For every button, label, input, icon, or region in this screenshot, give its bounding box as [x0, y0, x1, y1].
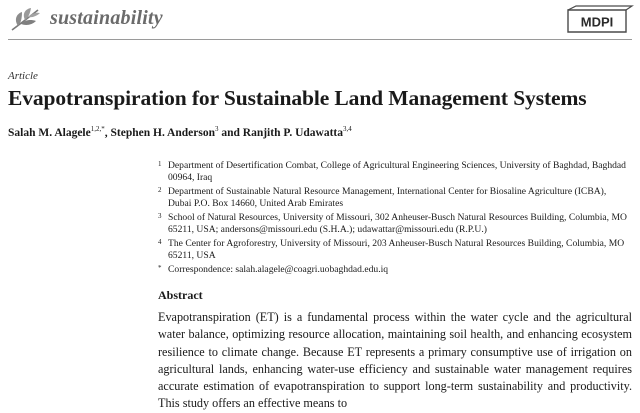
affiliation-mark: 1	[158, 160, 162, 168]
correspondence-mark: *	[158, 264, 162, 272]
affiliation-mark: 4	[158, 238, 162, 246]
journal-header	[0, 0, 640, 40]
leaf-sprig-icon	[8, 6, 42, 34]
affiliation-text[interactable]: School of Natural Resources, University of Missouri, 302 Anheuser-Busch Natural Resources Building, Columbia, MO 65211, USA; andersons@missouri.edu (S.H.A.); udawattar@missouri.edu (R.P.U.)	[168, 212, 627, 235]
affiliation-item	[158, 238, 628, 261]
article-title: Evapotranspiration for Sustainable Land Management Systems	[8, 86, 587, 110]
affiliation-text: The Center for Agroforestry, University of Missouri, 203 Anheuser-Busch Natural Resources Building, Columbia, MO 65211, USA	[168, 238, 625, 261]
affiliation-item	[158, 212, 628, 235]
author-affil-mark: 3	[214, 125, 219, 133]
author-affil-mark: 3,4	[343, 125, 352, 133]
author-name: Stephen H. Anderson	[110, 126, 215, 139]
abstract-heading: Abstract	[158, 288, 203, 302]
author-affil-mark: 1,2,*	[90, 125, 105, 133]
journal-name: sustainability	[50, 7, 163, 29]
author-name: Salah M. Alagele	[8, 126, 91, 139]
header-divider	[8, 39, 632, 40]
mdpi-logo-text: MDPI	[580, 14, 614, 30]
author-name: Ranjith P. Udawatta	[242, 126, 343, 139]
article-type: Article	[8, 70, 38, 82]
author-separator: ,	[104, 126, 111, 139]
abstract-text: Evapotranspiration (ET) is a fundamental process within the water cycle and the agricultural water balance, optimizing resource allocation, maintaining soil health, and enhancing ecosystem resilience to climate change. Because ET represents a primary consumptive use of irrigation on agricultural lands, enhancing water-use efficiency and sustainable water management requires accurate estimation of evapotranspiration to support long-term sustainability and productivity. This study offers an effective means to	[158, 310, 632, 411]
affiliation-item	[158, 160, 628, 183]
affiliation-text: Department of Sustainable Natural Resource Management, International Center for Biosaline Agriculture (ICBA), Dubai P.O. Box 14660, United Arab Emirates	[168, 186, 607, 209]
author-separator: and	[218, 126, 243, 139]
affiliation-mark: 3	[158, 212, 162, 220]
correspondence-item	[158, 264, 628, 276]
affiliation-text: Department of Desertification Combat, College of Agricultural Engineering Sciences, University of Baghdad, Baghdad 00964, Iraq	[168, 160, 626, 183]
affiliation-mark: 2	[158, 186, 162, 194]
affiliation-item	[158, 186, 628, 209]
author-list	[8, 125, 352, 139]
affiliations-list	[158, 160, 628, 279]
correspondence-email-link[interactable]: Correspondence: salah.alagele@coagri.uobaghdad.edu.iq	[168, 264, 389, 275]
mdpi-logo	[562, 6, 632, 36]
